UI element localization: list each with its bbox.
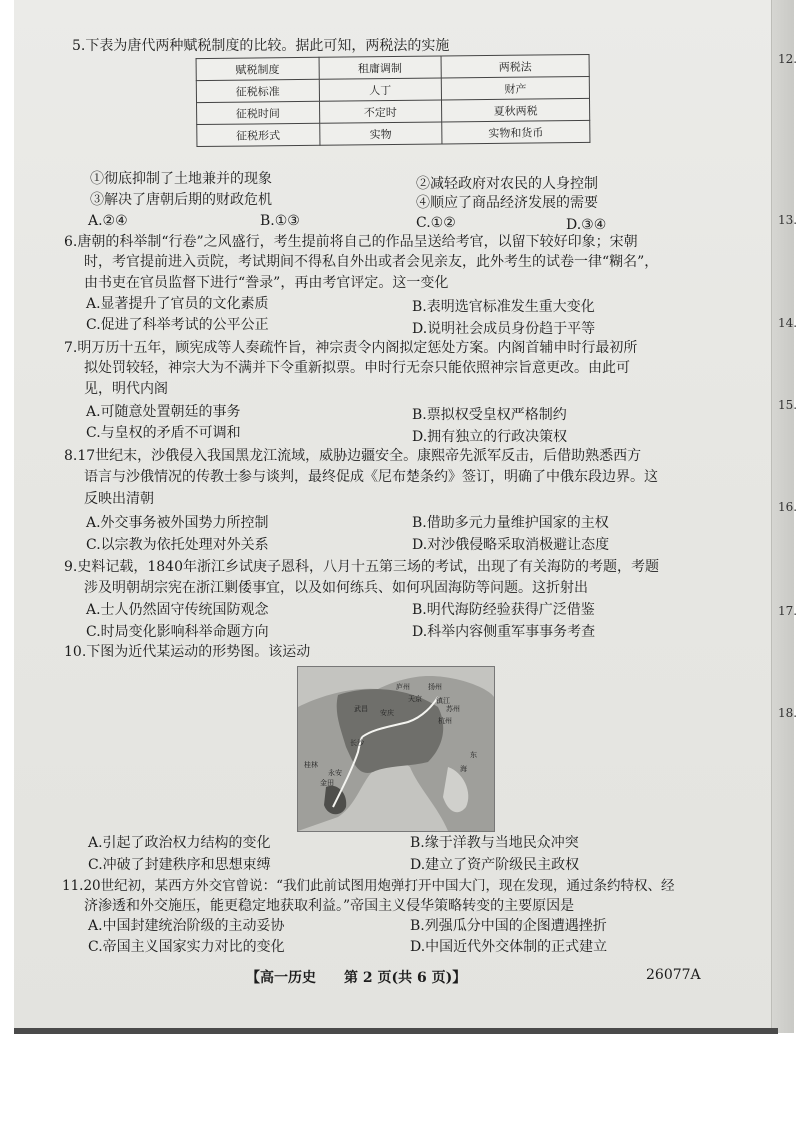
q8-option-d[interactable]: D.对沙俄侵略采取消极避让态度 — [412, 537, 610, 553]
footer-page-number: 第 2 页(共 6 页)】 — [344, 970, 467, 986]
map-label: 苏州 — [446, 706, 460, 713]
side-number: 13. — [778, 213, 797, 227]
table-row — [197, 120, 590, 146]
q9-stem-line: 涉及明朝胡宗宪在浙江剿倭事宜，以及如何练兵、如何巩固海防等问题。这折射出 — [84, 580, 588, 596]
q8-option-b[interactable]: B.借助多元力量维护国家的主权 — [412, 515, 609, 531]
q6-stem-line: 时，考官提前进入贡院，考试期间不得私自外出或者会见亲友，此外考生的试卷一律“糊名”， — [84, 254, 659, 270]
q5-option-c[interactable]: C.①② — [416, 215, 456, 231]
footer-subject: 【高一历史 — [246, 970, 316, 986]
map-label: 桂林 — [304, 762, 318, 769]
page-bottom-edge — [14, 1028, 778, 1034]
q6-option-d[interactable]: D.说明社会成员身份趋于平等 — [412, 321, 596, 337]
q8-option-a[interactable]: A.外交事务被外国势力所控制 — [86, 515, 269, 531]
map-label: 庐州 — [396, 684, 410, 691]
q10-option-a[interactable]: A.引起了政治权力结构的变化 — [88, 835, 271, 851]
q9-option-d[interactable]: D.科举内容侧重军事事务考查 — [412, 624, 596, 640]
map-label: 东 — [470, 752, 477, 759]
q5-statement-3: ③解决了唐朝后期的财政危机 — [90, 192, 272, 208]
map-label: 金田 — [320, 780, 334, 787]
side-number: 15. — [778, 398, 797, 412]
q9-option-c[interactable]: C.时局变化影响科举命题方向 — [86, 624, 269, 640]
side-number: 18. — [778, 706, 797, 720]
side-number: 17. — [778, 604, 797, 618]
map-label: 海 — [460, 766, 467, 773]
q7-option-a[interactable]: A.可随意处置朝廷的事务 — [86, 404, 241, 420]
q11-stem-line: 11.20世纪初，某西方外交官曾说：“我们此前试图用炮弹打开中国大门，现在发现，通过条约特权、经 — [62, 878, 675, 894]
q5-statement-1: ①彻底抑制了土地兼并的现象 — [90, 171, 272, 187]
table-cell: 实物和货币 — [442, 120, 590, 144]
q6-option-c[interactable]: C.促进了科举考试的公平公正 — [86, 317, 269, 333]
next-page-edge — [771, 0, 797, 1033]
q6-stem-line: 6.唐朝的科举制“行卷”之风盛行，考生提前将自己的作品呈送给考官，以留下较好印象；宋朝 — [64, 234, 638, 250]
q5-option-d[interactable]: D.③④ — [566, 217, 607, 233]
map-label: 扬州 — [428, 684, 442, 691]
q8-stem-line: 语言与沙俄情况的传教士参与谈判，最终促成《尼布楚条约》签订，明确了中俄东段边界。这 — [84, 469, 658, 485]
q11-option-b[interactable]: B.列强瓜分中国的企图遭遇挫折 — [410, 918, 607, 934]
q7-option-c[interactable]: C.与皇权的矛盾不可调和 — [86, 425, 241, 441]
taiping-movement-map — [297, 666, 495, 832]
q5-statement-4: ④顺应了商品经济发展的需要 — [416, 195, 598, 211]
q10-option-d[interactable]: D.建立了资产阶级民主政权 — [410, 857, 580, 873]
q9-option-a[interactable]: A.士人仍然固守传统国防观念 — [86, 602, 269, 618]
map-label: 长沙 — [350, 740, 364, 747]
table-cell: 征税形式 — [197, 123, 320, 146]
side-number: 16. — [778, 500, 797, 514]
table-cell: 夏秋两税 — [442, 98, 590, 122]
q8-option-c[interactable]: C.以宗教为依托处理对外关系 — [86, 537, 269, 553]
map-label: 永安 — [328, 770, 342, 777]
q10-option-b[interactable]: B.缘于洋教与当地民众冲突 — [410, 835, 579, 851]
side-number: 14. — [778, 316, 797, 330]
q7-stem-line: 拟处罚较轻，神宗大为不满并下令重新拟票。申时行无奈只能依照神宗旨意更改。由此可 — [84, 360, 630, 376]
q10-option-c[interactable]: C.冲破了封建秩序和思想束缚 — [88, 857, 271, 873]
tax-comparison-table — [196, 54, 591, 147]
map-label: 天京 — [408, 696, 422, 703]
map-graphic — [298, 667, 494, 831]
q5-option-b[interactable]: B.①③ — [260, 213, 300, 229]
q11-option-c[interactable]: C.帝国主义国家实力对比的变化 — [88, 939, 285, 955]
map-label: 武昌 — [354, 706, 368, 713]
table-cell: 实物 — [319, 122, 442, 145]
q8-stem-line: 反映出清朝 — [84, 491, 154, 507]
q10-stem: 10.下图为近代某运动的形势图。该运动 — [64, 644, 311, 660]
q5-option-a[interactable]: A.②④ — [88, 213, 128, 229]
map-label: 安庆 — [380, 710, 394, 717]
table-cell: 人丁 — [319, 78, 442, 101]
q11-option-d[interactable]: D.中国近代外交体制的正式建立 — [410, 939, 608, 955]
q7-option-b[interactable]: B.票拟权受皇权严格制约 — [412, 407, 567, 423]
q5-stem: 5.下表为唐代两种赋税制度的比较。据此可知，两税法的实施 — [72, 38, 450, 54]
q9-option-b[interactable]: B.明代海防经验获得广泛借鉴 — [412, 602, 595, 618]
q7-option-d[interactable]: D.拥有独立的行政决策权 — [412, 429, 568, 445]
q8-stem-line: 8.17世纪末，沙俄侵入我国黑龙江流域，威胁边疆安全。康熙帝先派军反击，后借助熟悉西方 — [64, 448, 642, 464]
map-label: 杭州 — [438, 718, 452, 725]
table-cell: 征税时间 — [197, 101, 320, 124]
q11-option-a[interactable]: A.中国封建统治阶级的主动妥协 — [88, 918, 285, 934]
table-cell: 两税法 — [441, 54, 589, 78]
footer-code: 26077A — [646, 967, 701, 983]
q6-option-a[interactable]: A.显著提升了官员的文化素质 — [86, 296, 269, 312]
table-cell: 赋税制度 — [196, 57, 319, 80]
q6-option-b[interactable]: B.表明选官标准发生重大变化 — [412, 299, 595, 315]
side-number: 12. — [778, 52, 797, 66]
q9-stem-line: 9.史料记载，1840年浙江乡试庚子恩科，八月十五第三场的考试，出现了有关海防的考题，考题 — [64, 559, 659, 575]
q7-stem-line: 7.明万历十五年，顾宪成等人奏疏忤旨，神宗责令内阁拟定惩处方案。内阁首辅申时行最初所 — [64, 340, 638, 356]
table-cell: 租庸调制 — [319, 56, 442, 79]
q11-stem-line: 济渗透和外交施压，能更稳定地获取利益。”帝国主义侵华策略转变的主要原因是 — [84, 898, 575, 914]
map-label: 镇江 — [436, 698, 450, 705]
q6-stem-line: 由书吏在官员监督下进行“誊录”，再由考官评定。这一变化 — [84, 275, 449, 291]
table-cell: 征税标准 — [196, 79, 319, 102]
table-cell: 不定时 — [319, 100, 442, 123]
q5-statement-2: ②减轻政府对农民的人身控制 — [416, 176, 598, 192]
table-cell: 财产 — [441, 76, 589, 100]
q7-stem-line: 见，明代内阁 — [84, 381, 168, 397]
